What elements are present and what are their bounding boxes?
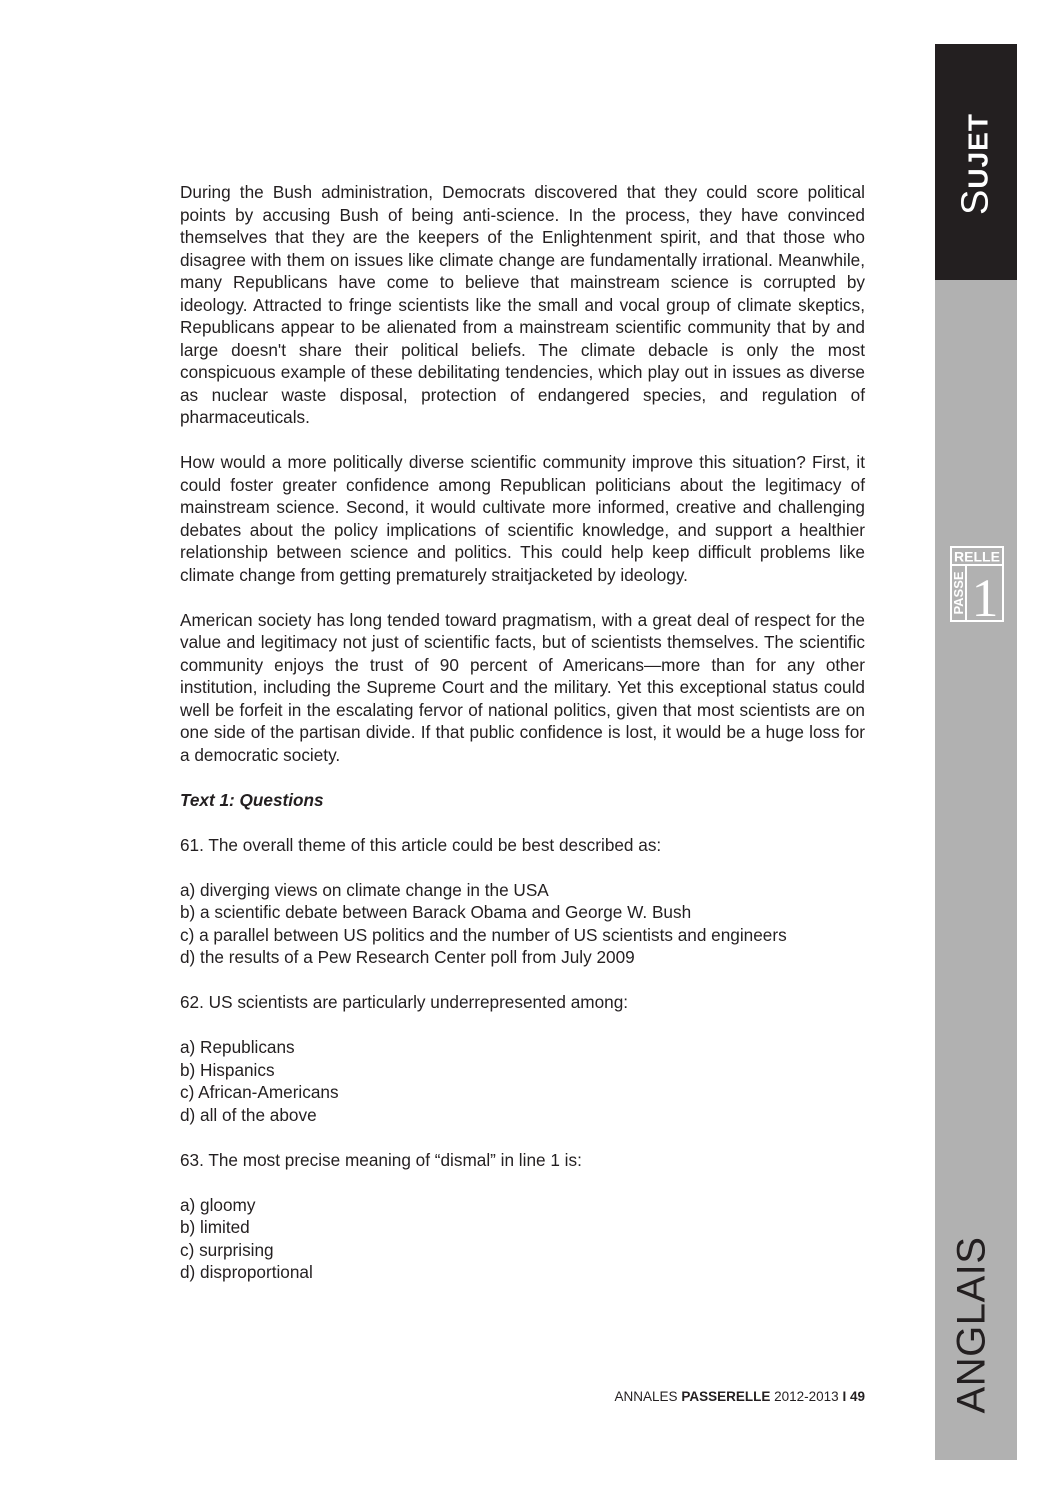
option-item: a) diverging views on climate change in the USA bbox=[180, 879, 549, 900]
logo-passe-text: PASSE bbox=[951, 571, 966, 615]
option-item: d) the results of a Pew Research Center poll from July 2009 bbox=[180, 947, 635, 967]
passerelle-1-logo bbox=[950, 546, 1004, 622]
question-61-options bbox=[180, 879, 865, 969]
footer-brand: PASSERELLE bbox=[681, 1389, 771, 1404]
page-footer bbox=[615, 1389, 865, 1404]
question-62-prompt: 62. US scientists are particularly underrepresented among: bbox=[180, 992, 629, 1012]
option-item: c) African-Americans bbox=[180, 1082, 339, 1102]
body-paragraph: How would a more politically diverse scientific community improve this situation? First, it could foster greater confidence among Republican politicians about the legitimacy of mainstream science. Second, it would cultivate more informed, creative and challenging debates about the policy implications of scientific knowledge, and support a healthier relationship between science and politics. This could help keep difficult problems like climate change from getting prematurely straitjacketed by ideology. bbox=[180, 452, 865, 585]
logo-relle-text: RELLE bbox=[954, 548, 1000, 565]
question-61-prompt: 61. The overall theme of this article could be best described as: bbox=[180, 834, 662, 855]
option-item: b) a scientific debate between Barack Obama and George W. Bush bbox=[180, 902, 692, 922]
body-paragraph: American society has long tended toward pragmatism, with a great deal of respect for the value and legitimacy not just of scientific facts, but of scientists themselves. The scientific community enjoys the trust of 90 percent of Americans—more than for any other institution, including the Supreme Court and the military. Yet this exceptional status could well be forfeit in the escalating fervor of national politics, given that most scientists are on one side of the partisan divide. If that public confidence is lost, it would be a huge loss for a democratic society. bbox=[180, 609, 865, 765]
question-63-options bbox=[180, 1194, 865, 1284]
option-item: c) surprising bbox=[180, 1239, 274, 1260]
section-label: SUJET bbox=[954, 113, 997, 215]
option-item: c) a parallel between US politics and the number of US scientists and engineers bbox=[180, 924, 787, 945]
footer-years: 2012-2013 bbox=[774, 1389, 839, 1404]
page-content bbox=[180, 181, 865, 1306]
option-item: b) limited bbox=[180, 1217, 250, 1237]
page-number: 49 bbox=[849, 1389, 865, 1404]
option-item: d) all of the above bbox=[180, 1104, 317, 1125]
question-62-options bbox=[180, 1036, 865, 1126]
option-item: a) Republicans bbox=[180, 1037, 295, 1057]
questions-heading: Text 1: Questions bbox=[180, 789, 324, 810]
subject-label: ANGLAIS bbox=[949, 1236, 994, 1414]
option-item: d) disproportional bbox=[180, 1262, 313, 1282]
logo-number-text: 1 bbox=[971, 568, 999, 622]
option-item: b) Hispanics bbox=[180, 1059, 275, 1080]
question-63-prompt: 63. The most precise meaning of “dismal” in line 1 is: bbox=[180, 1149, 582, 1170]
footer-separator: I bbox=[842, 1389, 847, 1404]
option-item: a) gloomy bbox=[180, 1194, 256, 1215]
footer-annales: ANNALES bbox=[614, 1389, 678, 1404]
body-paragraph: During the Bush administration, Democrats discovered that they could score political points by accusing Bush of being anti-science. In the process, they have convinced themselves that they are the keepers of the Enlightenment spirit, and that those who disagree with them on issues like climate change are fundamentally irrational. Meanwhile, many Republicans have come to believe that mainstream science is corrupted by ideology. Attracted to fringe scientists like the small and vocal group of climate skeptics, Republicans appear to be alienated from a mainstream scientific community that by and large doesn't share their political beliefs. The climate debacle is only the most conspicuous example of these debilitating tendencies, which play out in issues as diverse as nuclear waste disposal, protection of endangered species, and regulation of pharmaceuticals. bbox=[180, 182, 865, 427]
